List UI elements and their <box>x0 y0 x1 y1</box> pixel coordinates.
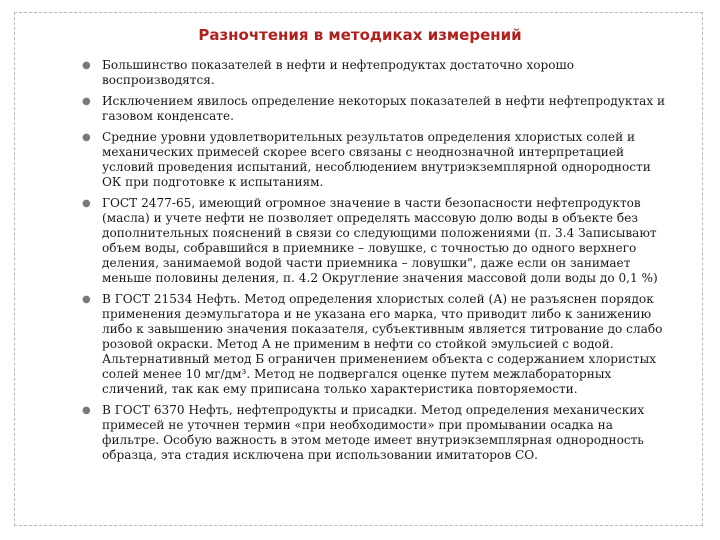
list-item <box>82 403 667 463</box>
list-item <box>82 94 667 124</box>
bullet-icon: ● <box>82 96 91 107</box>
list-item-text: В ГОСТ 21534 Нефть. Метод определения хлористых солей (А) не разъяснен порядок применения деэмульгатора и не указана его марка, что приводит либо к занижению либо к завышению значения показателя, субъективным является титрование до слабо розовой окраски. Метод А не применим в нефти со стойкой эмульсией с водой. Альтернативный метод Б ограничен применением объекта с содержанием хлористых солей менее 10 мг/дм³. Метод не подвергался оценке путем межлабораторных сличений, так как ему приписана только характеристика повторяемости. <box>102 292 663 396</box>
slide-title: Разночтения в методиках измерений <box>198 26 522 44</box>
bullet-icon: ● <box>82 198 91 209</box>
list-item-text: Средние уровни удовлетворительных результатов определения хлористых солей и механических примесей скорее всего связаны с неоднозначной интерпретацией условий проведения испытаний, несоблюдением внутриэкземплярной однородности ОК при подготовке к испытаниям. <box>102 130 651 189</box>
bullet-list <box>82 58 667 469</box>
list-item-text: Большинство показателей в нефти и нефтепродуктах достаточно хорошо воспроизводятся. <box>102 58 575 87</box>
bullet-icon: ● <box>82 294 91 305</box>
list-item-text: Исключением явилось определение некоторых показателей в нефти нефтепродуктах и газовом конденсате. <box>102 94 666 123</box>
list-item <box>82 292 667 397</box>
list-item-text: ГОСТ 2477-65, имеющий огромное значение в части безопасности нефтепродуктов (масла) и учете нефти не позволяет определять массовую долю воды в объекте без дополнительных пояснений в связи со следующими положениями (п. 3.4 Записывают объем воды, собравшийся в приемнике – ловушке, с точностью до одного верхнего деления, занимаемой водой части приемника – ловушки", даже если он занимает меньше половины деления, п. 4.2 Округление значения массовой доли воды до 0,1 %) <box>102 196 658 285</box>
list-item <box>82 196 667 286</box>
list-item-text: В ГОСТ 6370 Нефть, нефтепродукты и присадки. Метод определения механических примесей не уточнен термин «при необходимости» при промывании осадка на фильтре. Особую важность в этом методе имеет внутриэкземплярная однородность образца, эта стадия исключена при использовании имитаторов СО. <box>102 403 645 462</box>
bullet-icon: ● <box>82 60 91 71</box>
list-item <box>82 58 667 88</box>
bullet-icon: ● <box>82 132 91 143</box>
list-item <box>82 130 667 190</box>
bullet-icon: ● <box>82 405 91 416</box>
